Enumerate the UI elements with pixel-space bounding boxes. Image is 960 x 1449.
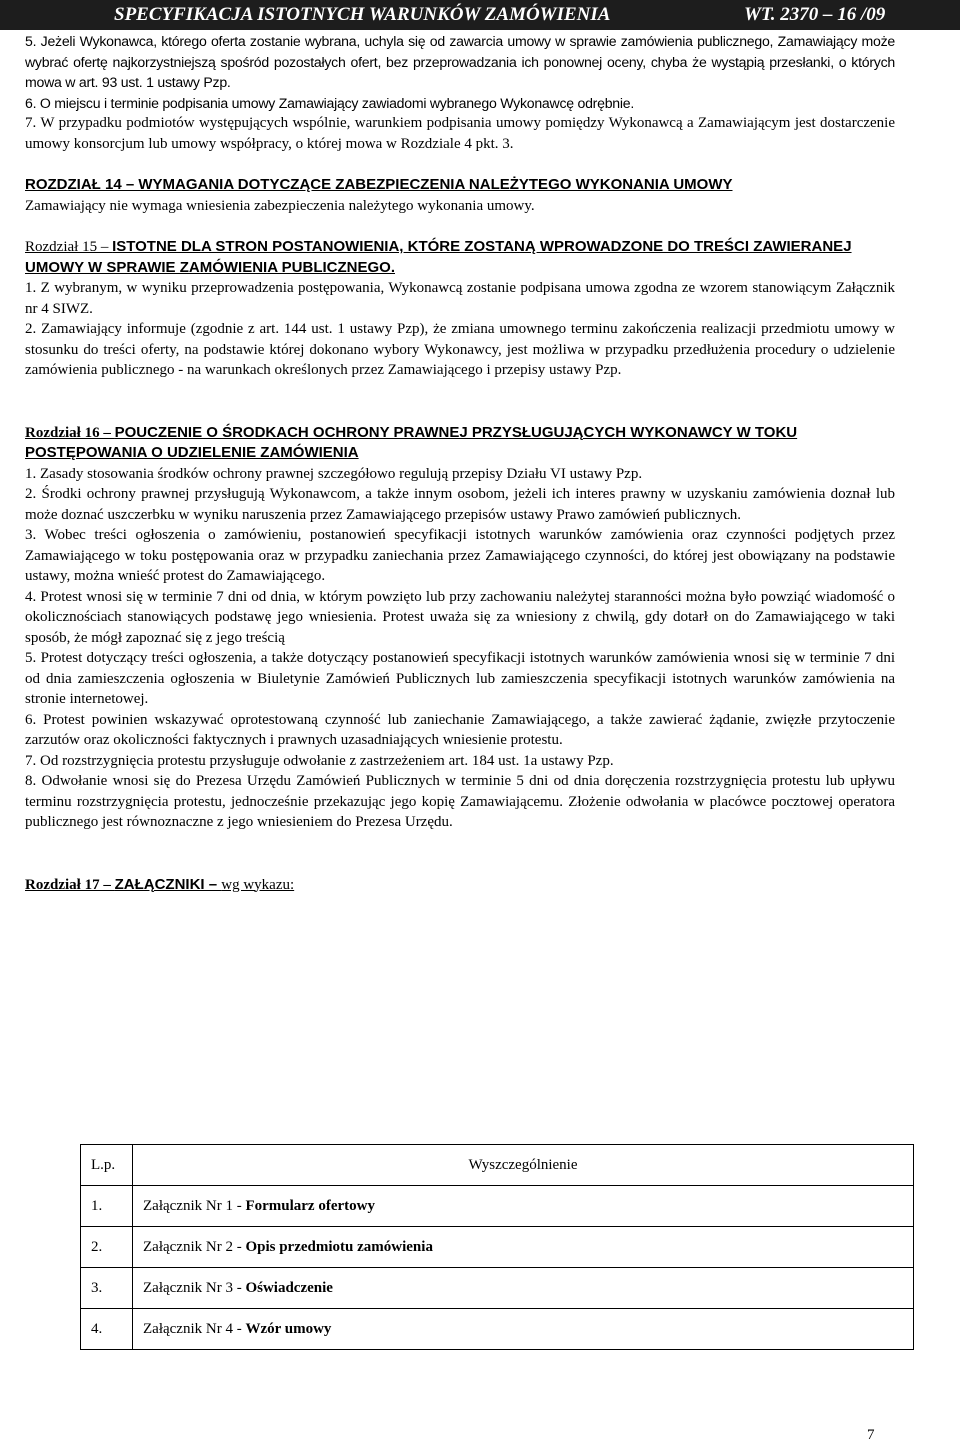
column-header-description: Wyszczególnienie [133,1145,914,1186]
chapter-16-item-8: 8. Odwołanie wnosi się do Prezesa Urzędu Zamówień Publicznych w terminie 5 dni od dnia doręczenia rozstrzygnięcia protestu lub upływu terminu rozstrzygnięcia protestu, jednocześnie przekazując jego kopię Zamawiającemu. Złożenie odwołania w placówce pocztowej operatora publicznego jest równoznaczne z jego wniesieniem do Prezesa Urzędu. [25,773,895,830]
table-header-row [81,1145,914,1186]
table-row [81,1186,914,1227]
chapter-15-item-2: 2. Zamawiający informuje (zgodnie z art. 144 ust. 1 ustawy Pzp), że zmiana umownego terminu zakończenia realizacji przedmiotu umowy w stosunku do treści oferty, na podstawie której dokonano wybory Wykonawcy, jest możliwa w przypadku przedłużenia procedury o udzielenie zamówienia publicznego - na warunkach określonych przez Zamawiającego i przepisy ustawy Pzp. [25,321,895,378]
chapter-14-heading: ROZDZIAŁ 14 – WYMAGANIA DOTYCZĄCE ZABEZPIECZENIA NALEŻYTEGO WYKONANIA UMOWY [25,176,733,193]
paragraph-7: 7. W przypadku podmiotów występujących wspólnie, warunkiem podpisania umowy pomiędzy Wykonawcą a Zamawiającym jest dostarczenie umowy konsorcjum lub umowy współpracy, o której mowa w Rozdziale 4 pkt. 3. [25,115,895,152]
chapter-16-item-5: 5. Protest dotyczący treści ogłoszenia, a także dotyczący postanowień specyfikacji istotnych warunków zamówienia wnosi się w terminie 7 dni od dnia zamieszczenia ogłoszenia w Biuletynie Zamówień Publicznych lub zamieszczenia specyfikacji istotnych warunków zamówienia na stronie internetowej. [25,650,895,707]
row-description: Załącznik Nr 4 - Wzór umowy [133,1309,914,1350]
chapter-16-item-7: 7. Od rozstrzygnięcia protestu przysługuje odwołanie z zastrzeżeniem art. 184 ust. 1a ustawy Pzp. [25,752,614,769]
chapter-14-text: Zamawiający nie wymaga wniesienia zabezpieczenia należytego wykonania umowy. [25,197,535,214]
chapter-16-item-1: 1. Zasady stosowania środków ochrony prawnej szczegółowo regulują przepisy Działu VI ustawy Pzp. [25,465,643,482]
document-header-bar [0,0,960,30]
document-body [25,30,895,895]
row-number: 3. [81,1268,133,1309]
chapter-16-item-3: 3. Wobec treści ogłoszenia o zamówieniu, postanowień specyfikacji istotnych warunków zamówienia oraz czynności podjętych przez Zamawiającego w toku postępowania oraz w przypadku zaniechania przez Zamawiającego czynności, do której jest obowiązany na podstawie ustawy, można wnieść protest do Zamawiającego. [25,527,895,584]
document-title: SPECYFIKACJA ISTOTNYCH WARUNKÓW ZAMÓWIENIA [114,4,611,25]
chapter-17-heading: Rozdział 17 – ZAŁĄCZNIKI – wg wykazu: [25,875,295,893]
table-row [81,1268,914,1309]
row-description: Załącznik Nr 3 - Oświadczenie [133,1268,914,1309]
paragraph-6: 6. O miejscu i terminie podpisania umowy Zamawiający zawiadomi wybranego Wykonawcę odrębnie. [25,94,635,111]
chapter-16-item-2: 2. Środki ochrony prawnej przysługują Wykonawcom, a także innym osobom, jeżeli ich interes prawny w uzyskaniu zamówienia doznał lub może doznać uszczerbku w wyniku naruszenia przez Zamawiającego przepisów ustawy Prawo zamówień publicznych. [25,486,895,523]
row-description: Załącznik Nr 1 - Formularz ofertowy [133,1186,914,1227]
chapter-15-heading: Rozdział 15 – ISTOTNE DLA STRON POSTANOWIENIA, KTÓRE ZOSTANĄ WPROWADZONE DO TREŚCI ZAWIERANEJ UMOWY W SPRAWIE ZAMÓWIENIA PUBLICZNEGO. [25,238,852,276]
table-row [81,1227,914,1268]
chapter-16-heading: Rozdział 16 – POUCZENIE O ŚRODKACH OCHRONY PRAWNEJ PRZYSŁUGUJĄCYCH WYKONAWCY W TOKU POSTĘPOWANIA O UDZIELENIE ZAMÓWIENIA [25,423,798,461]
chapter-16-item-6: 6. Protest powinien wskazywać oprotestowaną czynność lub zaniechanie Zamawiającego, a także zawierać żądanie, zwięzłe przytoczenie zarzutów oraz okoliczności faktycznych i prawnych uzasadniających wniesienie protestu. [25,711,895,748]
table-row [81,1309,914,1350]
chapter-16-item-4: 4. Protest wnosi się w terminie 7 dni od dnia, w którym powzięto lub przy zachowaniu należytej staranności można było powziąć wiadomość o okolicznościach stanowiących podstawę jego wniesienia. Protest uważa się za wniesiony z chwilą, gdy dotarł on do Zamawiającego w taki sposób, że mógł zapoznać się z jego treścią [25,588,895,646]
row-number: 4. [81,1309,133,1350]
column-header-lp: L.p. [81,1145,133,1186]
page-number: 7 [867,1427,875,1443]
row-description: Załącznik Nr 2 - Opis przedmiotu zamówienia [133,1227,914,1268]
row-number: 2. [81,1227,133,1268]
attachments-table [80,1144,914,1350]
document-reference: WT. 2370 – 16 /09 [744,4,886,25]
paragraph-5: 5. Jeżeli Wykonawca, którego oferta zostanie wybrana, uchyla się od zawarcia umowy w sprawie zamówienia publicznego, Zamawiający może wybrać ofertę najkorzystniejszą spośród pozostałych ofert, bez przeprowadzania ich ponownej oceny, chyba że wystąpią przesłanki, o których mowa w art. 93 ust. 1 ustawy Pzp. [25,33,895,90]
chapter-15-item-1: 1. Z wybranym, w wyniku przeprowadzenia postępowania, Wykonawcą zostanie podpisana umowa zgodna ze wzorem stanowiącym Załącznik nr 4 SIWZ. [25,280,895,317]
row-number: 1. [81,1186,133,1227]
